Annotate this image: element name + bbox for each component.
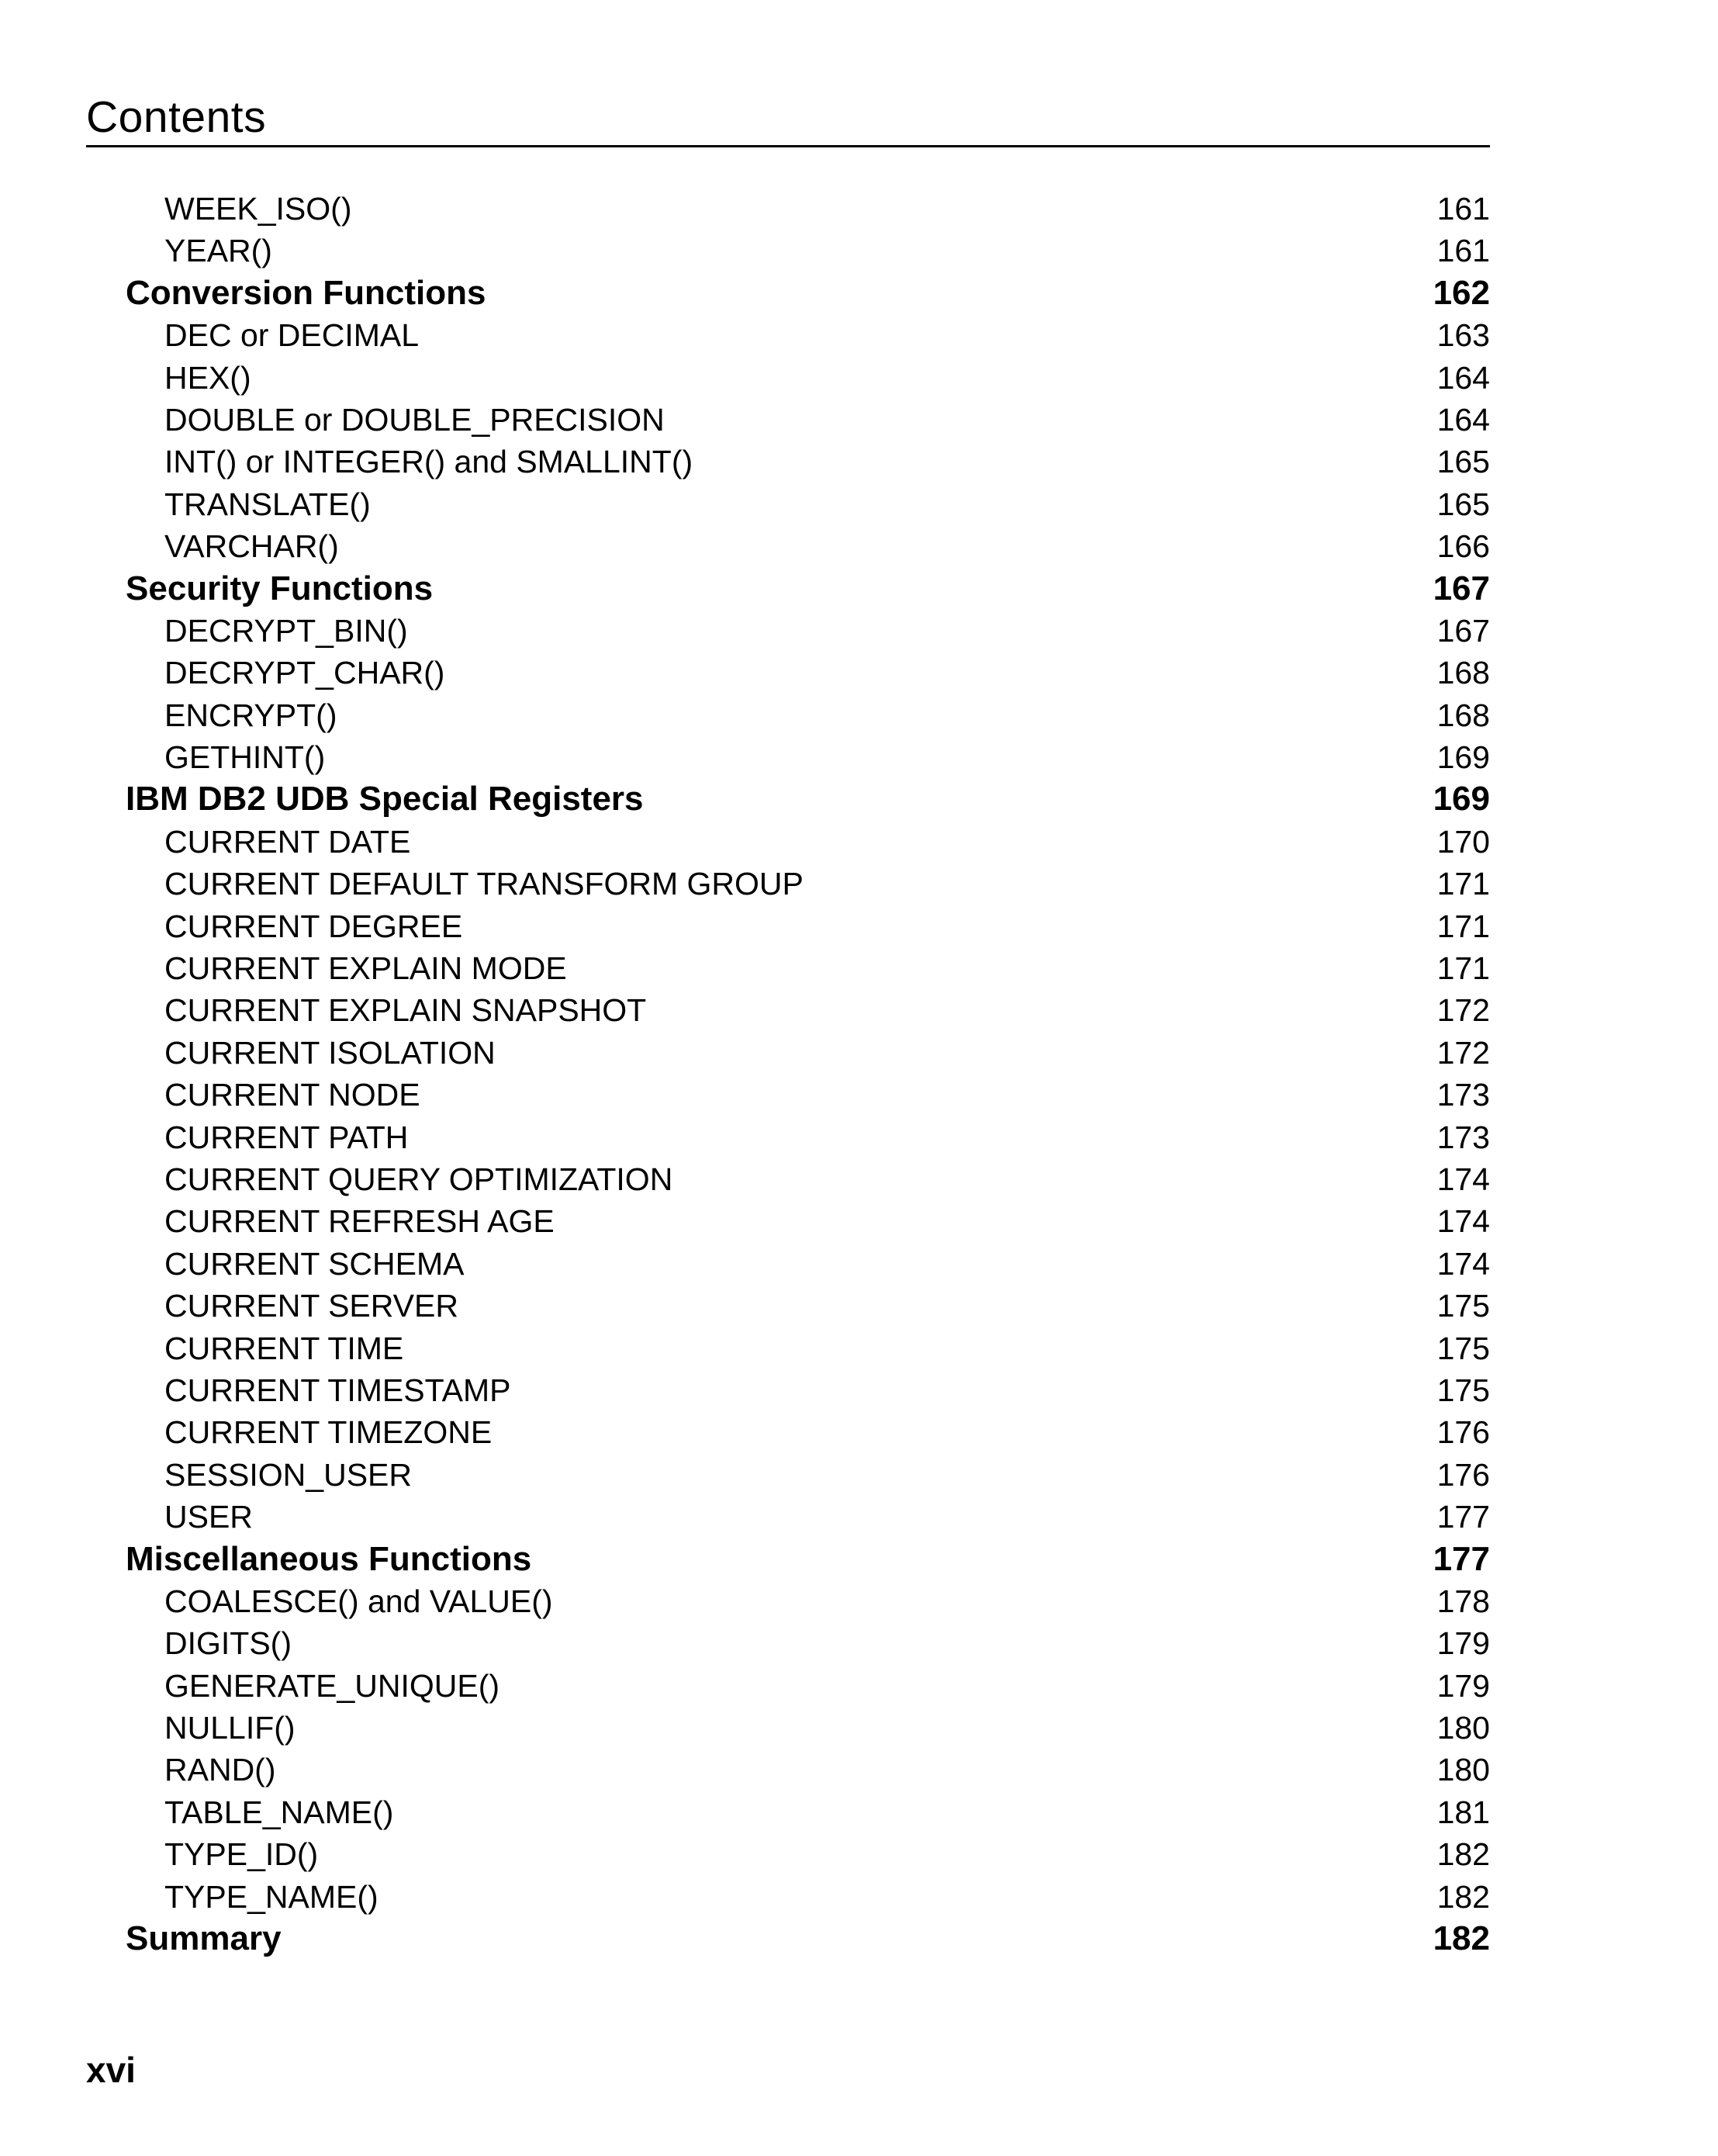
toc-subentry[interactable] <box>86 1158 1490 1200</box>
toc-entry-page-number: 173 <box>1436 1119 1490 1155</box>
toc-subentry[interactable] <box>86 1243 1490 1285</box>
page-header <box>86 92 1490 147</box>
toc-subentry[interactable] <box>86 399 1490 441</box>
toc-entry-page-number: 165 <box>1436 444 1490 480</box>
toc-subentry[interactable] <box>86 1116 1490 1158</box>
toc-section-entry[interactable] <box>86 272 1490 314</box>
toc-entry-page-number: 164 <box>1436 359 1490 396</box>
toc-entry-label: DOUBLE or DOUBLE_PRECISION <box>164 401 665 438</box>
toc-entry-label: CURRENT EXPLAIN SNAPSHOT <box>164 992 647 1029</box>
toc-entry-label: CURRENT DEGREE <box>164 908 463 944</box>
toc-entry-page-number: 171 <box>1436 908 1490 944</box>
toc-entry-label: Conversion Functions <box>126 273 486 312</box>
toc-entry-page-number: 174 <box>1436 1203 1490 1240</box>
toc-entry-label: DECRYPT_BIN() <box>164 612 408 649</box>
toc-subentry[interactable] <box>86 905 1490 947</box>
toc-entry-page-number: 169 <box>1436 739 1490 776</box>
toc-entry-page-number: 166 <box>1436 528 1490 565</box>
toc-subentry[interactable] <box>86 1707 1490 1749</box>
toc-entry-label: CURRENT NODE <box>164 1077 420 1113</box>
toc-entry-page-number: 168 <box>1436 697 1490 733</box>
toc-entry-page-number: 177 <box>1436 1499 1490 1535</box>
toc-entry-label: TABLE_NAME() <box>164 1794 394 1830</box>
toc-subentry[interactable] <box>86 1369 1490 1411</box>
toc-entry-label: COALESCE() and VALUE() <box>164 1583 553 1619</box>
toc-entry-page-number: 179 <box>1436 1667 1490 1704</box>
toc-subentry[interactable] <box>86 1791 1490 1833</box>
toc-entry-label: USER <box>164 1499 253 1535</box>
toc-entry-label: CURRENT TIMEZONE <box>164 1414 493 1451</box>
toc-entry-page-number: 170 <box>1436 823 1490 860</box>
toc-entry-page-number: 175 <box>1436 1288 1490 1324</box>
toc-subentry[interactable] <box>86 736 1490 778</box>
table-of-contents <box>86 188 1490 1960</box>
toc-entry-label: ENCRYPT() <box>164 697 337 733</box>
toc-entry-page-number: 172 <box>1436 992 1490 1029</box>
toc-subentry[interactable] <box>86 1580 1490 1622</box>
toc-entry-label: CURRENT QUERY OPTIMIZATION <box>164 1161 673 1197</box>
toc-entry-page-number: 165 <box>1436 486 1490 522</box>
toc-entry-page-number: 182 <box>1436 1878 1490 1915</box>
toc-entry-page-number: 163 <box>1436 317 1490 354</box>
toc-entry-page-number: 182 <box>1433 1919 1490 1958</box>
toc-subentry[interactable] <box>86 1074 1490 1116</box>
toc-entry-page-number: 172 <box>1436 1034 1490 1071</box>
toc-entry-page-number: 171 <box>1436 950 1490 987</box>
toc-subentry[interactable] <box>86 525 1490 567</box>
toc-subentry[interactable] <box>86 230 1490 272</box>
toc-subentry[interactable] <box>86 1622 1490 1664</box>
toc-entry-label: CURRENT TIME <box>164 1330 404 1366</box>
toc-entry-page-number: 169 <box>1433 780 1490 818</box>
toc-entry-page-number: 175 <box>1436 1372 1490 1408</box>
toc-section-entry[interactable] <box>86 1918 1490 1960</box>
toc-subentry[interactable] <box>86 989 1490 1031</box>
toc-subentry[interactable] <box>86 1327 1490 1369</box>
toc-subentry[interactable] <box>86 357 1490 399</box>
page-title: Contents <box>86 92 267 142</box>
toc-entry-label: CURRENT DATE <box>164 823 411 860</box>
toc-entry-label: HEX() <box>164 359 251 396</box>
toc-entry-label: VARCHAR() <box>164 528 339 565</box>
toc-subentry[interactable] <box>86 694 1490 736</box>
toc-entry-label: Security Functions <box>126 569 434 607</box>
toc-entry-label: CURRENT EXPLAIN MODE <box>164 950 567 987</box>
toc-subentry[interactable] <box>86 1876 1490 1918</box>
toc-subentry[interactable] <box>86 821 1490 863</box>
toc-entry-label: CURRENT DEFAULT TRANSFORM GROUP <box>164 866 804 902</box>
toc-entry-label: GENERATE_UNIQUE() <box>164 1667 500 1704</box>
toc-entry-page-number: 177 <box>1433 1539 1490 1578</box>
toc-subentry[interactable] <box>86 947 1490 989</box>
toc-subentry[interactable] <box>86 1411 1490 1453</box>
toc-entry-label: TRANSLATE() <box>164 486 371 522</box>
toc-entry-label: DIGITS() <box>164 1625 292 1662</box>
toc-subentry[interactable] <box>86 441 1490 483</box>
toc-subentry[interactable] <box>86 863 1490 905</box>
toc-subentry[interactable] <box>86 1032 1490 1074</box>
toc-entry-label: INT() or INTEGER() and SMALLINT() <box>164 444 693 480</box>
toc-entry-label: CURRENT TIMESTAMP <box>164 1372 511 1408</box>
toc-entry-label: CURRENT REFRESH AGE <box>164 1203 555 1240</box>
toc-entry-label: DEC or DECIMAL <box>164 317 420 354</box>
toc-subentry[interactable] <box>86 610 1490 652</box>
toc-entry-page-number: 178 <box>1436 1583 1490 1619</box>
toc-entry-page-number: 180 <box>1436 1752 1490 1788</box>
toc-entry-label: YEAR() <box>164 233 272 269</box>
toc-entry-page-number: 173 <box>1436 1077 1490 1113</box>
toc-entry-page-number: 176 <box>1436 1456 1490 1493</box>
toc-subentry[interactable] <box>86 652 1490 694</box>
toc-entry-page-number: 161 <box>1436 191 1490 227</box>
toc-entry-page-number: 175 <box>1436 1330 1490 1366</box>
toc-subentry[interactable] <box>86 1200 1490 1242</box>
toc-entry-page-number: 168 <box>1436 655 1490 691</box>
toc-entry-page-number: 176 <box>1436 1414 1490 1451</box>
toc-entry-label: Summary <box>126 1919 282 1958</box>
toc-subentry[interactable] <box>86 483 1490 525</box>
toc-entry-label: IBM DB2 UDB Special Registers <box>126 780 644 818</box>
toc-entry-label: CURRENT SERVER <box>164 1288 458 1324</box>
toc-entry-label: NULLIF() <box>164 1710 296 1746</box>
toc-entry-label: CURRENT ISOLATION <box>164 1034 496 1071</box>
toc-subentry[interactable] <box>86 1833 1490 1875</box>
toc-entry-label: CURRENT SCHEMA <box>164 1245 465 1282</box>
toc-entry-page-number: 181 <box>1436 1794 1490 1830</box>
toc-entry-page-number: 162 <box>1433 273 1490 312</box>
toc-entry-label: CURRENT PATH <box>164 1119 409 1155</box>
toc-entry-label: GETHINT() <box>164 739 326 776</box>
toc-entry-page-number: 161 <box>1436 233 1490 269</box>
toc-entry-page-number: 179 <box>1436 1625 1490 1662</box>
toc-entry-label: TYPE_NAME() <box>164 1878 379 1915</box>
toc-section-entry[interactable] <box>86 568 1490 610</box>
toc-entry-page-number: 167 <box>1436 612 1490 649</box>
toc-entry-page-number: 180 <box>1436 1710 1490 1746</box>
toc-entry-page-number: 164 <box>1436 401 1490 438</box>
toc-entry-label: WEEK_ISO() <box>164 191 352 227</box>
toc-entry-label: DECRYPT_CHAR() <box>164 655 445 691</box>
toc-subentry[interactable] <box>86 314 1490 356</box>
toc-section-entry[interactable] <box>86 1538 1490 1580</box>
toc-entry-page-number: 167 <box>1433 569 1490 607</box>
toc-subentry[interactable] <box>86 1496 1490 1538</box>
toc-entry-page-number: 182 <box>1436 1836 1490 1873</box>
toc-entry-label: SESSION_USER <box>164 1456 412 1493</box>
toc-entry-label: RAND() <box>164 1752 276 1788</box>
toc-entry-page-number: 174 <box>1436 1245 1490 1282</box>
toc-entry-label: TYPE_ID() <box>164 1836 319 1873</box>
toc-subentry[interactable] <box>86 1285 1490 1327</box>
toc-subentry[interactable] <box>86 1665 1490 1707</box>
toc-subentry[interactable] <box>86 1749 1490 1791</box>
toc-entry-page-number: 171 <box>1436 866 1490 902</box>
toc-subentry[interactable] <box>86 188 1490 230</box>
toc-subentry[interactable] <box>86 1454 1490 1496</box>
toc-section-entry[interactable] <box>86 778 1490 820</box>
toc-entry-label: Miscellaneous Functions <box>126 1539 532 1578</box>
toc-entry-page-number: 174 <box>1436 1161 1490 1197</box>
page-number: xvi <box>86 2050 136 2090</box>
